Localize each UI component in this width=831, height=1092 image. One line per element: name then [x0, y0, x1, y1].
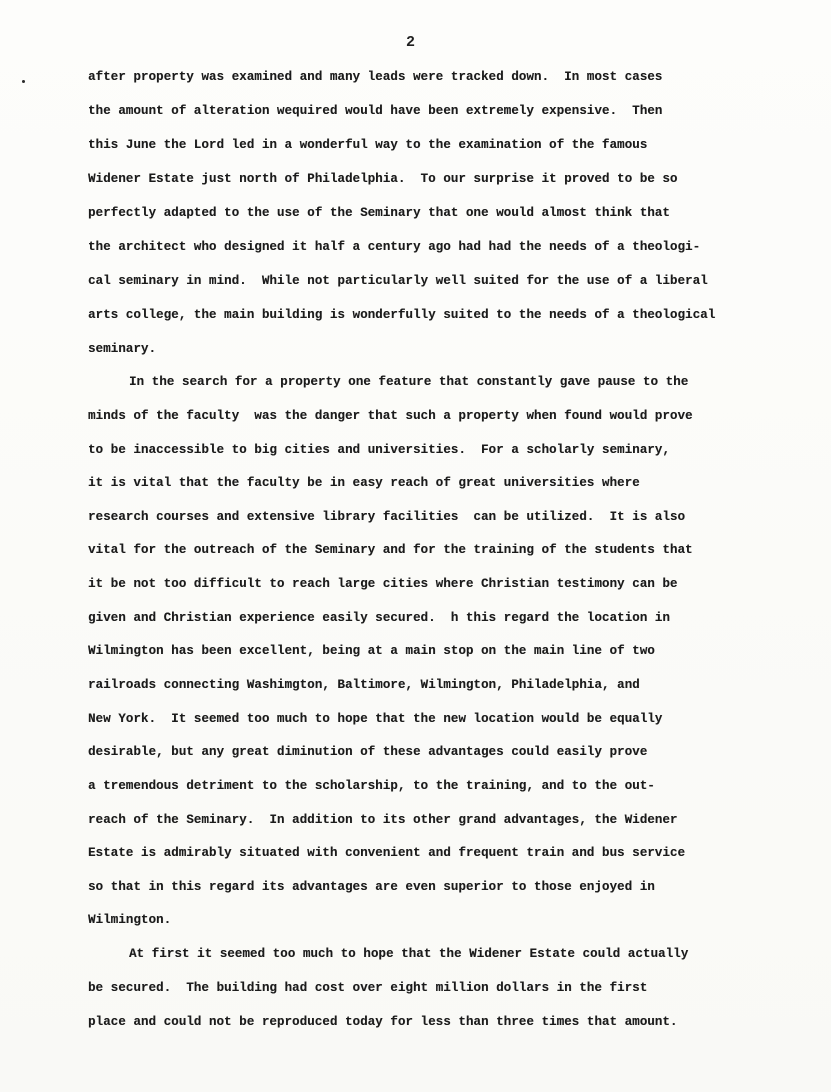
text-line: Widener Estate just north of Philadelphia. To our surprise it proved to be so: [88, 172, 678, 186]
text-line: railroads connecting Washimgton, Baltimore, Wilmington, Philadelphia, and: [88, 678, 640, 692]
text-line: the amount of alteration wequired would have been extremely expensive. Then: [88, 104, 663, 118]
text-line: vital for the outreach of the Seminary and for the training of the students that: [88, 543, 693, 557]
text-line: Wilmington has been excellent, being at a main stop on the main line of two: [88, 644, 655, 658]
paper-speck: [22, 80, 25, 83]
text-line: after property was examined and many leads were tracked down. In most cases: [88, 70, 663, 84]
text-line: research courses and extensive library facilities can be utilized. It is also: [88, 510, 686, 524]
text-line: a tremendous detriment to the scholarship, to the training, and to the out-: [88, 779, 655, 793]
text-line: seminary.: [88, 342, 157, 356]
text-line: desirable, but any great diminution of these advantages could easily prove: [88, 745, 648, 759]
text-line: given and Christian experience easily secured. h this regard the location in: [88, 611, 670, 625]
text-line: minds of the faculty was the danger that such a property when found would prove: [88, 409, 693, 423]
text-line: this June the Lord led in a wonderful way to the examination of the famous: [88, 138, 648, 152]
text-line: the architect who designed it half a century ago had had the needs of a theologi-: [88, 240, 701, 254]
text-line: so that in this regard its advantages are even superior to those enjoyed in: [88, 880, 655, 894]
text-line: perfectly adapted to the use of the Seminary that one would almost think that: [88, 206, 670, 220]
text-line: Wilmington.: [88, 913, 172, 927]
text-line: place and could not be reproduced today for less than three times that amount.: [88, 1015, 678, 1029]
text-line: to be inaccessible to big cities and universities. For a scholarly seminary,: [88, 443, 670, 457]
page-number: 2: [406, 34, 416, 51]
text-line: it be not too difficult to reach large cities where Christian testimony can be: [88, 577, 678, 591]
text-line: At first it seemed too much to hope that the Widener Estate could actually: [129, 947, 689, 961]
text-line: In the search for a property one feature that constantly gave pause to the: [129, 375, 689, 389]
text-line: be secured. The building had cost over eight million dollars in the first: [88, 981, 648, 995]
text-line: it is vital that the faculty be in easy reach of great universities where: [88, 476, 640, 490]
text-line: arts college, the main building is wonderfully suited to the needs of a theological: [88, 308, 716, 322]
text-line: New York. It seemed too much to hope that the new location would be equally: [88, 712, 663, 726]
text-line: Estate is admirably situated with convenient and frequent train and bus service: [88, 846, 686, 860]
text-line: reach of the Seminary. In addition to its other grand advantages, the Widener: [88, 813, 678, 827]
text-line: cal seminary in mind. While not particularly well suited for the use of a liberal: [88, 274, 708, 288]
